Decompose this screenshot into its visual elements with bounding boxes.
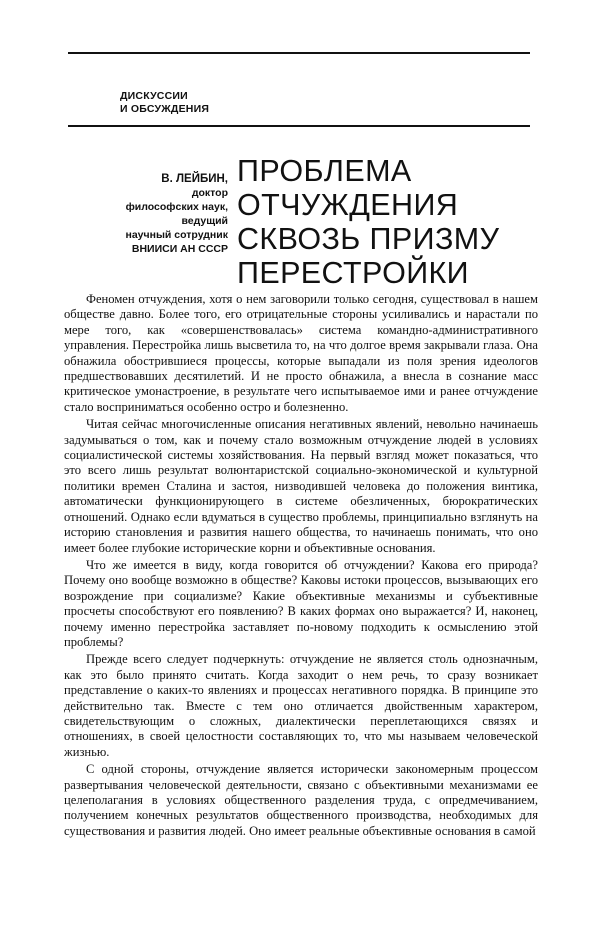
author-name: В. ЛЕЙБИН,: [161, 173, 228, 185]
article-title-line: СКВОЗЬ ПРИЗМУ: [237, 222, 500, 256]
author-credential: доктор: [191, 187, 228, 199]
section-rule: [68, 125, 530, 127]
author-credential: ведущий: [181, 215, 228, 227]
body-paragraph: Что же имеется в виду, когда говорится об отчуждении? Какова его природа? Почему оно вообще возможно в обществе? Каковы истоки процессов, вызывающих его возрождение при социализме? Какие объективные механизмы и субъективные просчеты способствуют его появлению? В каких формах оно выражается? И, наконец, почему именно перестройка заставляет по-новому подходить к осмыслению этой проблемы?: [64, 557, 538, 649]
top-rule: [68, 52, 530, 54]
article-title-line: ОТЧУЖДЕНИЯ: [237, 188, 459, 222]
author-block: [48, 172, 228, 256]
author-credential: ВНИИСИ АН СССР: [131, 243, 228, 255]
article-title-line: ПЕРЕСТРОЙКИ: [237, 256, 470, 290]
author-credential: философских наук,: [125, 201, 228, 213]
article-title: [237, 154, 537, 290]
article-title-line: ПРОБЛЕМА: [237, 154, 412, 188]
body-paragraph: Прежде всего следует подчеркнуть: отчуждение не является столь однозначным, как это было принято считать. Когда заходит о нем речь, то сразу возникает представление о каких-то явлениях и процессах негативного порядка. В принципе это действительно так. Вместе с тем оно отличается двойственным характером, свидетельствующим о сложных, диалектически переплетающихся связях и отношениях, в своей целостности составляющих то, что мы называем человеческой жизнью.: [64, 652, 538, 759]
body-paragraph: С одной стороны, отчуждение является исторически закономерным процессом развертывания человеческой деятельности, связано с объективными механизмами ее целеполагания в условиях общественного разделения труда, с опредмечиванием, получением конечных результатов общественного производства, необходимых для существования и развития людей. Оно имеет реальные объективные основания в самой: [64, 762, 538, 838]
section-heading-line-2: И ОБСУЖДЕНИЯ: [120, 103, 210, 115]
body-paragraph: Феномен отчуждения, хотя о нем заговорили только сегодня, существовал в нашем обществе давно. Более того, его отрицательные стороны усиливались и нарастали по мере того, как «совершенствовалась» система командно-административного управления. Перестройка лишь высветила то, на что долгое время закрывали глаза. Она обнажила обострившиеся процессы, которые выпадали из поля зрения идеологов предшествовавших десятилетий. И не просто обнажила, а внесла в сознание масс критическое умонастроение, в результате чего испытываемое ими и ранее отчуждение стало восприниматься особенно остро и болезненно.: [64, 292, 538, 414]
article-body: [64, 292, 538, 841]
body-paragraph: Читая сейчас многочисленные описания негативных явлений, невольно начинаешь задумываться о том, как и почему стало возможным отчуждение людей в условиях социалистической системы хозяйствования. На первый взгляд может показаться, что это всего лишь результат волюнтаристской социально-экономической и культурной политики времен Сталина и застоя, низводившей человека до положения винтика, автоматически функционирующего в системе обезличенных, бюрократических отношений. Однако если вдуматься в существо проблемы, принципиально взглянуть на историю становления и развития нашего общества, то начинаешь понимать, что оно имеет более глубокие исторические корни и объективные основания.: [64, 417, 538, 555]
section-heading-line-1: ДИСКУССИИ: [120, 90, 188, 102]
author-credential: научный сотрудник: [125, 229, 228, 241]
section-heading: [120, 90, 240, 116]
